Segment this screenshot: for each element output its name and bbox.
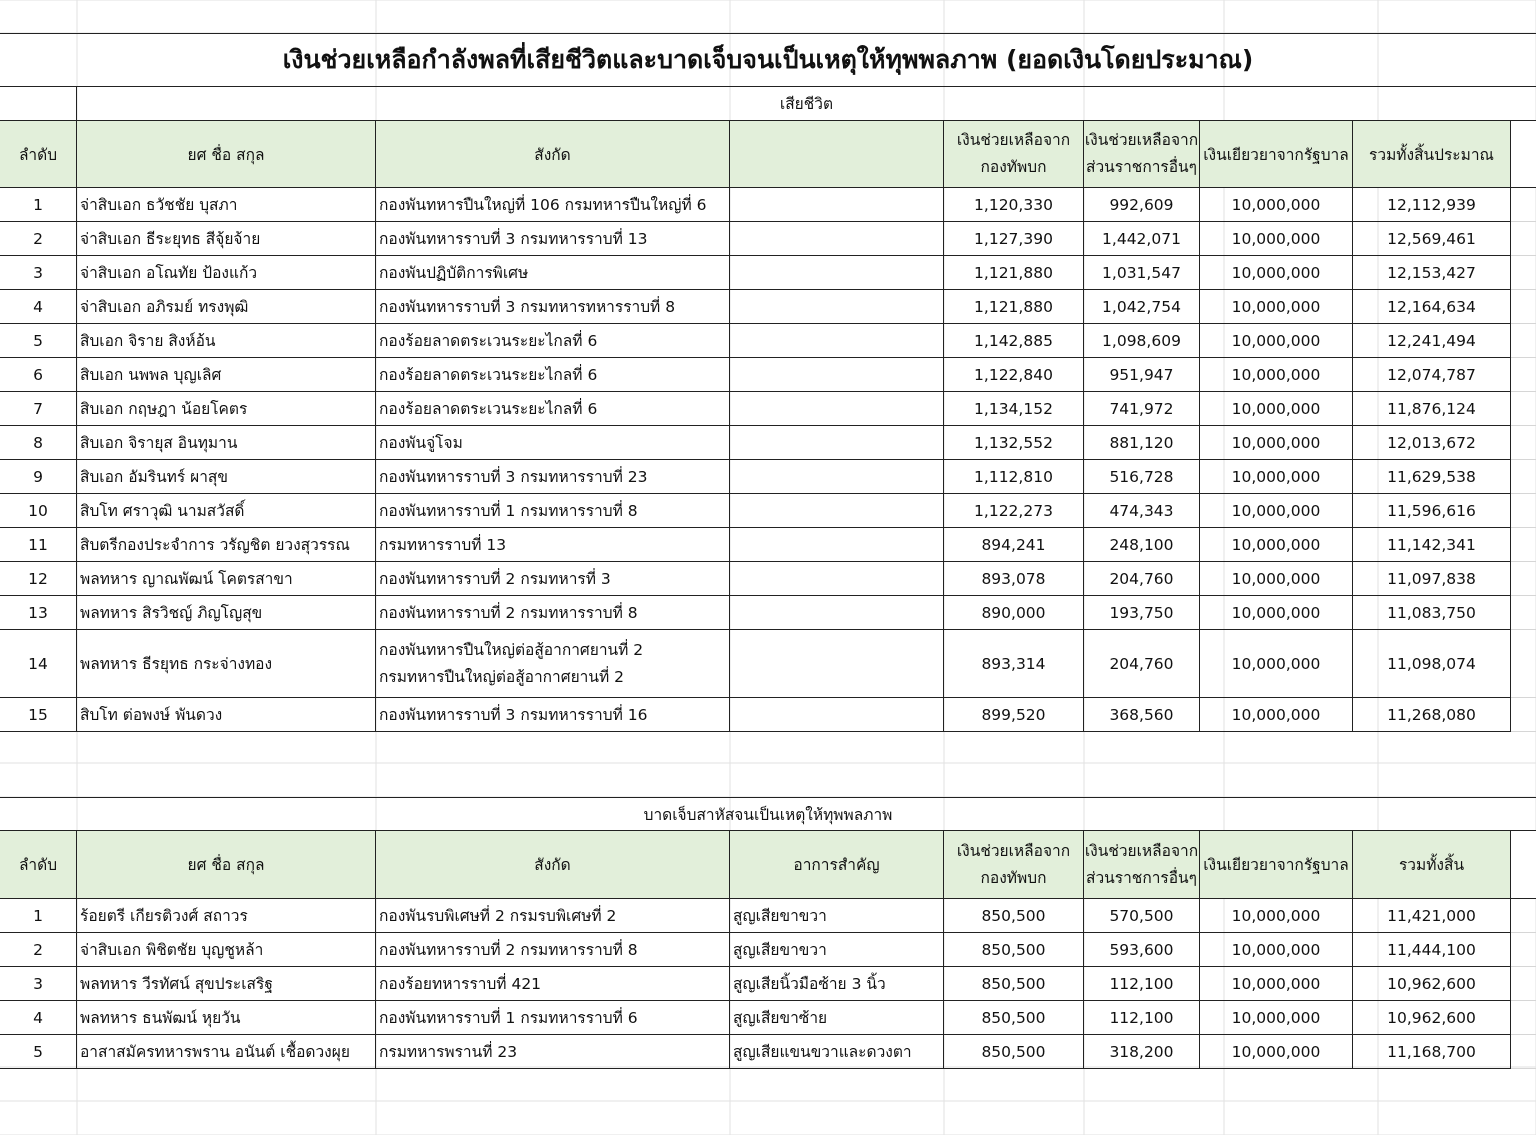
row-number: 13	[0, 596, 77, 630]
header-unit: สังกัด	[376, 121, 730, 188]
row-total-amount: 11,596,616	[1353, 494, 1511, 528]
row-gov-amount: 10,000,000	[1200, 324, 1353, 358]
row-unit: กองร้อยลาดตระเวนระยะไกลที่ 6	[376, 324, 730, 358]
row-gov-amount: 10,000,000	[1200, 1035, 1353, 1069]
row-name: พลทหาร ธีรยุทธ กระจ่างทอง	[77, 630, 376, 698]
row-extra	[730, 358, 944, 392]
header2-other: เงินช่วยเหลือจาก ส่วนราชการอื่นๆ	[1084, 831, 1200, 899]
row-number: 11	[0, 528, 77, 562]
row-extra	[730, 290, 944, 324]
row-total-amount: 11,629,538	[1353, 460, 1511, 494]
row-number: 6	[0, 358, 77, 392]
row-army-amount: 1,121,880	[944, 290, 1084, 324]
row-name: สิบเอก นพพล บุญเลิศ	[77, 358, 376, 392]
row-other-amount: 474,343	[1084, 494, 1200, 528]
row-unit: กองพันทหารราบที่ 3 กรมทหารราบที่ 23	[376, 460, 730, 494]
row-army-amount: 894,241	[944, 528, 1084, 562]
row-other-amount: 368,560	[1084, 698, 1200, 732]
row-total-amount: 12,153,427	[1353, 256, 1511, 290]
row-other-amount: 248,100	[1084, 528, 1200, 562]
header2-no: ลำดับ	[0, 831, 77, 899]
row-number: 1	[0, 899, 77, 933]
table-row	[0, 460, 1536, 494]
row-other-amount: 1,442,071	[1084, 222, 1200, 256]
row-army-amount: 850,500	[944, 967, 1084, 1001]
table-row	[0, 1035, 1536, 1069]
row-unit: กรมทหารราบที่ 13	[376, 528, 730, 562]
row-name: จ่าสิบเอก อโณทัย ป้องแก้ว	[77, 256, 376, 290]
row-name: จ่าสิบเอก ธวัชชัย บุสภา	[77, 188, 376, 222]
row-spacer	[1511, 967, 1536, 1001]
row-total-amount: 12,074,787	[1353, 358, 1511, 392]
row-other-amount: 951,947	[1084, 358, 1200, 392]
header2-total: รวมทั้งสิ้น	[1353, 831, 1511, 899]
row-other-amount: 1,031,547	[1084, 256, 1200, 290]
row-number: 2	[0, 933, 77, 967]
row-gov-amount: 10,000,000	[1200, 899, 1353, 933]
row-army-amount: 1,112,810	[944, 460, 1084, 494]
row-number: 2	[0, 222, 77, 256]
row-number: 1	[0, 188, 77, 222]
row-name: สิบเอก จิราย สิงห์อ้น	[77, 324, 376, 358]
row-total-amount: 12,013,672	[1353, 426, 1511, 460]
row-gov-amount: 10,000,000	[1200, 460, 1353, 494]
row-name: จ่าสิบเอก อภิรมย์ ทรงพุฒิ	[77, 290, 376, 324]
row-extra	[730, 494, 944, 528]
row-army-amount: 1,134,152	[944, 392, 1084, 426]
table-row	[0, 494, 1536, 528]
row-other-amount: 992,609	[1084, 188, 1200, 222]
row-spacer	[1511, 426, 1536, 460]
row-gov-amount: 10,000,000	[1200, 698, 1353, 732]
row-name: จ่าสิบเอก พิชิตชัย บุญชูหล้า	[77, 933, 376, 967]
row-extra	[730, 392, 944, 426]
row-extra	[730, 596, 944, 630]
table-row	[0, 630, 1536, 698]
row-number: 10	[0, 494, 77, 528]
row-spacer	[1511, 1035, 1536, 1069]
row-name: จ่าสิบเอก ธีระยุทธ สีจุ้ยจ้าย	[77, 222, 376, 256]
row-extra	[730, 562, 944, 596]
row-gov-amount: 10,000,000	[1200, 358, 1353, 392]
row-spacer	[1511, 358, 1536, 392]
row-symptom: สูญเสียขาขวา	[730, 933, 944, 967]
row-unit-line1: กองพันทหารปืนใหญ่ต่อสู้อากาศยานที่ 2	[379, 640, 644, 659]
row-other-amount: 1,098,609	[1084, 324, 1200, 358]
row-unit: กองพันทหารราบที่ 2 กรมทหารที่ 3	[376, 562, 730, 596]
table-row	[0, 290, 1536, 324]
row-number: 8	[0, 426, 77, 460]
header-gov: เงินเยียวยาจากรัฐบาล	[1200, 121, 1353, 188]
header2-symptom: อาการสำคัญ	[730, 831, 944, 899]
row-extra	[730, 460, 944, 494]
section1-label-row	[0, 87, 1536, 121]
row-total-amount: 12,569,461	[1353, 222, 1511, 256]
row-number: 14	[0, 630, 77, 698]
row-unit: กรมทหารพรานที่ 23	[376, 1035, 730, 1069]
row-spacer	[1511, 460, 1536, 494]
row-unit: กองพันทหารราบที่ 1 กรมทหารราบที่ 6	[376, 1001, 730, 1035]
row-extra	[730, 426, 944, 460]
row-unit: กองพันทหารราบที่ 2 กรมทหารราบที่ 8	[376, 596, 730, 630]
row-army-amount: 893,078	[944, 562, 1084, 596]
header2-gov: เงินเยียวยาจากรัฐบาล	[1200, 831, 1353, 899]
row-total-amount: 12,241,494	[1353, 324, 1511, 358]
header-army: เงินช่วยเหลือจาก กองทัพบก	[944, 121, 1084, 188]
header-no: ลำดับ	[0, 121, 77, 188]
row-gov-amount: 10,000,000	[1200, 290, 1353, 324]
row-extra	[730, 528, 944, 562]
row-unit: กองร้อยทหารราบที่ 421	[376, 967, 730, 1001]
row-other-amount: 570,500	[1084, 899, 1200, 933]
row-other-amount: 516,728	[1084, 460, 1200, 494]
row-number: 5	[0, 1035, 77, 1069]
row-unit-line2: กรมทหารปืนใหญ่ต่อสู้อากาศยานที่ 2	[379, 667, 624, 686]
row-gov-amount: 10,000,000	[1200, 426, 1353, 460]
row-army-amount: 1,142,885	[944, 324, 1084, 358]
row-gov-amount: 10,000,000	[1200, 562, 1353, 596]
row-other-amount: 204,760	[1084, 562, 1200, 596]
row-total-amount: 11,142,341	[1353, 528, 1511, 562]
header2-unit: สังกัด	[376, 831, 730, 899]
row-name: อาสาสมัครทหารพราน อนันต์ เชื้อดวงผุย	[77, 1035, 376, 1069]
row-total-amount: 11,097,838	[1353, 562, 1511, 596]
row-extra	[730, 188, 944, 222]
row-gov-amount: 10,000,000	[1200, 1001, 1353, 1035]
section2-label: บาดเจ็บสาหัสจนเป็นเหตุให้ทุพพลภาพ	[0, 797, 1536, 831]
row-army-amount: 1,127,390	[944, 222, 1084, 256]
row-name: สิบโท ศราวุฒิ นามสวัสดิ์	[77, 494, 376, 528]
row-total-amount: 10,962,600	[1353, 967, 1511, 1001]
row-spacer	[1511, 188, 1536, 222]
row-spacer	[1511, 494, 1536, 528]
row-spacer	[1511, 698, 1536, 732]
row-number: 12	[0, 562, 77, 596]
table-row	[0, 562, 1536, 596]
row-army-amount: 1,132,552	[944, 426, 1084, 460]
row-name: ร้อยตรี เกียรติวงศ์ สถาวร	[77, 899, 376, 933]
row-spacer	[1511, 290, 1536, 324]
section1-header-row	[0, 121, 1536, 188]
row-spacer	[1511, 1001, 1536, 1035]
row-extra	[730, 630, 944, 698]
row-army-amount: 890,000	[944, 596, 1084, 630]
row-total-amount: 12,112,939	[1353, 188, 1511, 222]
row-gov-amount: 10,000,000	[1200, 596, 1353, 630]
row-spacer	[1511, 933, 1536, 967]
page-title: เงินช่วยเหลือกำลังพลที่เสียชีวิตและบาดเจ็บจนเป็นเหตุให้ทุพพลภาพ (ยอดเงินโดยประมาณ)	[0, 33, 1536, 87]
row-unit: กองร้อยลาดตระเวนระยะไกลที่ 6	[376, 358, 730, 392]
header-extra	[730, 121, 944, 188]
row-spacer	[1511, 630, 1536, 698]
row-spacer	[1511, 256, 1536, 290]
row-name: พลทหาร วีรทัศน์ สุขประเสริฐ	[77, 967, 376, 1001]
row-gov-amount: 10,000,000	[1200, 528, 1353, 562]
row-other-amount: 881,120	[1084, 426, 1200, 460]
row-number: 3	[0, 256, 77, 290]
row-number: 3	[0, 967, 77, 1001]
section1-label: เสียชีวิต	[77, 87, 1536, 121]
header2-army: เงินช่วยเหลือจาก กองทัพบก	[944, 831, 1084, 899]
row-number: 15	[0, 698, 77, 732]
row-symptom: สูญเสียขาขวา	[730, 899, 944, 933]
row-army-amount: 850,500	[944, 1001, 1084, 1035]
row-spacer	[1511, 222, 1536, 256]
table-row	[0, 324, 1536, 358]
row-spacer	[1511, 562, 1536, 596]
row-spacer	[1511, 596, 1536, 630]
row-total-amount: 11,098,074	[1353, 630, 1511, 698]
table-row	[0, 528, 1536, 562]
table-row	[0, 188, 1536, 222]
row-army-amount: 893,314	[944, 630, 1084, 698]
row-extra	[730, 256, 944, 290]
row-name: สิบโท ต่อพงษ์ พันดวง	[77, 698, 376, 732]
row-extra	[730, 222, 944, 256]
row-name: สิบตรีกองประจำการ วรัญชิต ยวงสุวรรณ	[77, 528, 376, 562]
header-other: เงินช่วยเหลือจาก ส่วนราชการอื่นๆ	[1084, 121, 1200, 188]
row-gov-amount: 10,000,000	[1200, 630, 1353, 698]
row-army-amount: 1,122,840	[944, 358, 1084, 392]
row-number: 4	[0, 290, 77, 324]
row-unit: กองร้อยลาดตระเวนระยะไกลที่ 6	[376, 392, 730, 426]
row-other-amount: 1,042,754	[1084, 290, 1200, 324]
row-symptom: สูญเสียแขนขวาและดวงตา	[730, 1035, 944, 1069]
row-unit: กองพันทหารราบที่ 3 กรมทหารทหารราบที่ 8	[376, 290, 730, 324]
row-unit: กองพันปฏิบัติการพิเศษ	[376, 256, 730, 290]
row-army-amount: 899,520	[944, 698, 1084, 732]
row-army-amount: 1,122,273	[944, 494, 1084, 528]
table-row	[0, 392, 1536, 426]
header2-name: ยศ ชื่อ สกุล	[77, 831, 376, 899]
row-other-amount: 204,760	[1084, 630, 1200, 698]
row-unit: กองพันจู่โจม	[376, 426, 730, 460]
row-total-amount: 11,168,700	[1353, 1035, 1511, 1069]
row-name: พลทหาร สิรวิชญ์ ภิญโญสุข	[77, 596, 376, 630]
row-gov-amount: 10,000,000	[1200, 967, 1353, 1001]
row-unit: กองพันทหารราบที่ 3 กรมทหารราบที่ 13	[376, 222, 730, 256]
table-row	[0, 358, 1536, 392]
row-unit: กองพันทหารราบที่ 2 กรมทหารราบที่ 8	[376, 933, 730, 967]
row-number: 9	[0, 460, 77, 494]
row-total-amount: 10,962,600	[1353, 1001, 1511, 1035]
row-spacer	[1511, 324, 1536, 358]
header-total: รวมทั้งสิ้นประมาณ	[1353, 121, 1511, 188]
row-unit: กองพันรบพิเศษที่ 2 กรมรบพิเศษที่ 2	[376, 899, 730, 933]
header-name: ยศ ชื่อ สกุล	[77, 121, 376, 188]
row-gov-amount: 10,000,000	[1200, 392, 1353, 426]
row-other-amount: 112,100	[1084, 967, 1200, 1001]
table-row	[0, 967, 1536, 1001]
row-total-amount: 11,876,124	[1353, 392, 1511, 426]
section2-label-row	[0, 797, 1536, 831]
row-unit	[376, 630, 730, 698]
row-number: 5	[0, 324, 77, 358]
row-gov-amount: 10,000,000	[1200, 222, 1353, 256]
row-gov-amount: 10,000,000	[1200, 188, 1353, 222]
row-gov-amount: 10,000,000	[1200, 494, 1353, 528]
row-name: สิบเอก กฤษฎา น้อยโคตร	[77, 392, 376, 426]
row-total-amount: 11,444,100	[1353, 933, 1511, 967]
row-other-amount: 193,750	[1084, 596, 1200, 630]
row-number: 7	[0, 392, 77, 426]
row-symptom: สูญเสียนิ้วมือซ้าย 3 นิ้ว	[730, 967, 944, 1001]
row-gov-amount: 10,000,000	[1200, 256, 1353, 290]
row-total-amount: 12,164,634	[1353, 290, 1511, 324]
row-army-amount: 1,121,880	[944, 256, 1084, 290]
row-extra	[730, 698, 944, 732]
table-row	[0, 1001, 1536, 1035]
row-unit: กองพันทหารราบที่ 1 กรมทหารราบที่ 8	[376, 494, 730, 528]
title-row	[0, 33, 1536, 87]
section2-header-row	[0, 831, 1536, 899]
table-row	[0, 222, 1536, 256]
row-army-amount: 850,500	[944, 899, 1084, 933]
row-army-amount: 850,500	[944, 1035, 1084, 1069]
table-row	[0, 256, 1536, 290]
row-army-amount: 1,120,330	[944, 188, 1084, 222]
row-total-amount: 11,083,750	[1353, 596, 1511, 630]
row-name: สิบเอก อัมรินทร์ ผาสุข	[77, 460, 376, 494]
row-extra	[730, 324, 944, 358]
row-other-amount: 112,100	[1084, 1001, 1200, 1035]
row-name: สิบเอก จิรายุส อินทุมาน	[77, 426, 376, 460]
row-total-amount: 11,421,000	[1353, 899, 1511, 933]
row-unit: กองพันทหารราบที่ 3 กรมทหารราบที่ 16	[376, 698, 730, 732]
row-total-amount: 11,268,080	[1353, 698, 1511, 732]
table-row	[0, 426, 1536, 460]
table-row	[0, 933, 1536, 967]
row-spacer	[1511, 392, 1536, 426]
row-army-amount: 850,500	[944, 933, 1084, 967]
row-other-amount: 318,200	[1084, 1035, 1200, 1069]
row-other-amount: 593,600	[1084, 933, 1200, 967]
row-number: 4	[0, 1001, 77, 1035]
row-name: พลทหาร ญาณพัฒน์ โคตรสาขา	[77, 562, 376, 596]
row-unit: กองพันทหารปืนใหญ่ที่ 106 กรมทหารปืนใหญ่ที่ 6	[376, 188, 730, 222]
row-spacer	[1511, 899, 1536, 933]
row-gov-amount: 10,000,000	[1200, 933, 1353, 967]
row-name: พลทหาร ธนพัฒน์ หุยวัน	[77, 1001, 376, 1035]
row-other-amount: 741,972	[1084, 392, 1200, 426]
row-symptom: สูญเสียขาซ้าย	[730, 1001, 944, 1035]
table-row	[0, 698, 1536, 732]
row-spacer	[1511, 528, 1536, 562]
table-row	[0, 596, 1536, 630]
table-row	[0, 899, 1536, 933]
